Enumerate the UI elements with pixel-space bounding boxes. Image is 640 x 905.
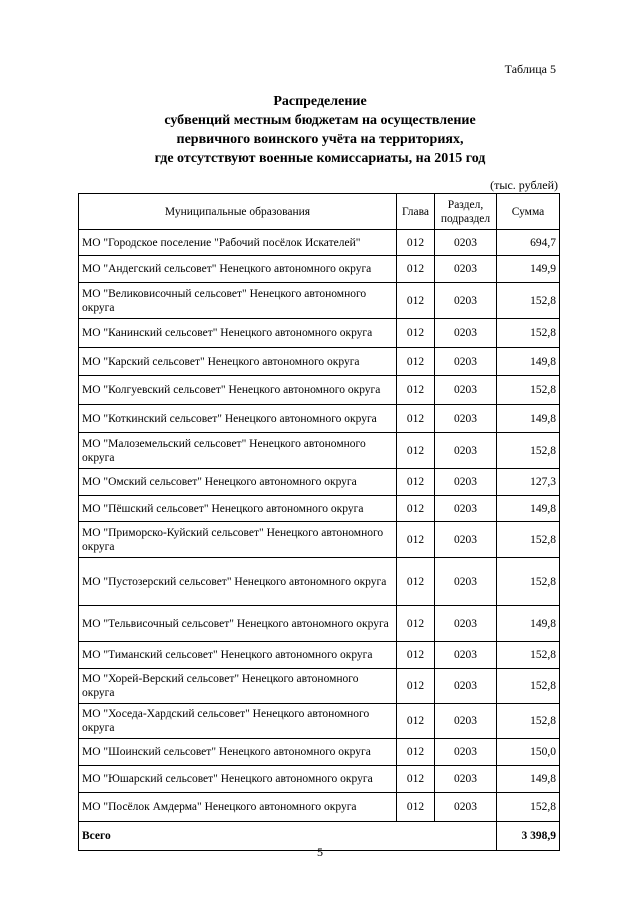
chapter-cell: 012 [397, 230, 435, 256]
table-row [79, 405, 560, 433]
sum-cell: 152,8 [497, 376, 560, 405]
section-cell: 0203 [435, 256, 497, 283]
table-number-label: Таблица 5 [504, 62, 556, 76]
sum-cell: 152,8 [497, 642, 560, 669]
column-header-municipality: Муниципальные образования [79, 194, 397, 230]
section-cell: 0203 [435, 376, 497, 405]
section-cell: 0203 [435, 283, 497, 319]
column-header-sum: Сумма [497, 194, 560, 230]
section-cell: 0203 [435, 433, 497, 469]
sum-cell: 149,8 [497, 766, 560, 793]
section-cell: 0203 [435, 766, 497, 793]
section-cell: 0203 [435, 793, 497, 822]
table-row [79, 376, 560, 405]
section-cell: 0203 [435, 606, 497, 642]
municipality-cell: МО "Андегский сельсовет" Ненецкого автономного округа [79, 256, 397, 283]
municipality-cell: МО "Шоинский сельсовет" Ненецкого автономного округа [79, 739, 397, 766]
table-row [79, 642, 560, 669]
table-row [79, 704, 560, 739]
chapter-cell: 012 [397, 376, 435, 405]
sum-cell: 152,8 [497, 704, 560, 739]
chapter-cell: 012 [397, 642, 435, 669]
table-row [79, 739, 560, 766]
chapter-cell: 012 [397, 319, 435, 348]
units-label: (тыс. рублей) [490, 178, 558, 192]
table-row [79, 230, 560, 256]
sum-cell: 694,7 [497, 230, 560, 256]
chapter-cell: 012 [397, 606, 435, 642]
chapter-cell: 012 [397, 256, 435, 283]
sum-cell: 149,8 [497, 405, 560, 433]
sum-cell: 152,8 [497, 319, 560, 348]
municipality-cell: МО "Городское поселение "Рабочий посёлок Искателей" [79, 230, 397, 256]
sum-cell: 152,8 [497, 793, 560, 822]
municipality-cell: МО "Коткинский сельсовет" Ненецкого автономного округа [79, 405, 397, 433]
municipality-cell: МО "Карский сельсовет" Ненецкого автономного округа [79, 348, 397, 376]
title-line: где отсутствуют военные комиссариаты, на 2015 год [154, 151, 486, 166]
sum-cell: 149,8 [497, 496, 560, 522]
subventions-table [78, 193, 560, 851]
table-row [79, 558, 560, 606]
column-header-section: Раздел, подраздел [435, 194, 497, 230]
chapter-cell: 012 [397, 739, 435, 766]
table-row [79, 469, 560, 496]
table-row [79, 522, 560, 558]
municipality-cell: МО "Хоседа-Хардский сельсовет" Ненецкого автономного округа [79, 704, 397, 739]
municipality-cell: МО "Пёшский сельсовет" Ненецкого автономного округа [79, 496, 397, 522]
section-cell: 0203 [435, 405, 497, 433]
chapter-cell: 012 [397, 793, 435, 822]
table-row [79, 496, 560, 522]
municipality-cell: МО "Тиманский сельсовет" Ненецкого автономного округа [79, 642, 397, 669]
section-cell: 0203 [435, 469, 497, 496]
sum-cell: 152,8 [497, 558, 560, 606]
section-cell: 0203 [435, 558, 497, 606]
sum-cell: 149,9 [497, 256, 560, 283]
sum-cell: 127,3 [497, 469, 560, 496]
section-cell: 0203 [435, 642, 497, 669]
sum-cell: 152,8 [497, 433, 560, 469]
title-line: первичного воинского учёта на территориях, [176, 132, 464, 147]
page-number: 5 [317, 845, 323, 859]
section-cell: 0203 [435, 319, 497, 348]
chapter-cell: 012 [397, 496, 435, 522]
table-row [79, 319, 560, 348]
table-row [79, 348, 560, 376]
section-cell: 0203 [435, 230, 497, 256]
chapter-cell: 012 [397, 433, 435, 469]
sum-cell: 152,8 [497, 522, 560, 558]
sum-cell: 150,0 [497, 739, 560, 766]
table-row [79, 283, 560, 319]
chapter-cell: 012 [397, 522, 435, 558]
chapter-cell: 012 [397, 766, 435, 793]
column-header-chapter: Глава [397, 194, 435, 230]
section-cell: 0203 [435, 704, 497, 739]
table-row [79, 606, 560, 642]
sum-cell: 152,8 [497, 669, 560, 704]
municipality-cell: МО "Посёлок Амдерма" Ненецкого автономного округа [79, 793, 397, 822]
section-cell: 0203 [435, 669, 497, 704]
municipality-cell: МО "Омский сельсовет" Ненецкого автономного округа [79, 469, 397, 496]
title-line: субвенций местным бюджетам на осуществление [164, 113, 476, 128]
table-row [79, 669, 560, 704]
section-cell: 0203 [435, 522, 497, 558]
table-row [79, 433, 560, 469]
sum-cell: 149,8 [497, 348, 560, 376]
table-row [79, 766, 560, 793]
chapter-cell: 012 [397, 283, 435, 319]
total-label: Всего [79, 822, 497, 851]
document-title [0, 92, 640, 168]
chapter-cell: 012 [397, 669, 435, 704]
table-body [79, 230, 560, 822]
municipality-cell: МО "Приморско-Куйский сельсовет" Ненецкого автономного округа [79, 522, 397, 558]
municipality-cell: МО "Канинский сельсовет" Ненецкого автономного округа [79, 319, 397, 348]
municipality-cell: МО "Хорей-Верский сельсовет" Ненецкого автономного округа [79, 669, 397, 704]
sum-cell: 152,8 [497, 283, 560, 319]
chapter-cell: 012 [397, 405, 435, 433]
chapter-cell: 012 [397, 469, 435, 496]
section-cell: 0203 [435, 739, 497, 766]
chapter-cell: 012 [397, 558, 435, 606]
municipality-cell: МО "Малоземельский сельсовет" Ненецкого автономного округа [79, 433, 397, 469]
total-sum: 3 398,9 [497, 822, 560, 851]
municipality-cell: МО "Колгуевский сельсовет" Ненецкого автономного округа [79, 376, 397, 405]
municipality-cell: МО "Пустозерский сельсовет" Ненецкого автономного округа [79, 558, 397, 606]
chapter-cell: 012 [397, 348, 435, 376]
table-row [79, 256, 560, 283]
municipality-cell: МО "Юшарский сельсовет" Ненецкого автономного округа [79, 766, 397, 793]
section-cell: 0203 [435, 496, 497, 522]
table-row [79, 793, 560, 822]
title-line: Распределение [273, 94, 367, 109]
municipality-cell: МО "Тельвисочный сельсовет" Ненецкого автономного округа [79, 606, 397, 642]
section-cell: 0203 [435, 348, 497, 376]
municipality-cell: МО "Великовисочный сельсовет" Ненецкого автономного округа [79, 283, 397, 319]
sum-cell: 149,8 [497, 606, 560, 642]
chapter-cell: 012 [397, 704, 435, 739]
